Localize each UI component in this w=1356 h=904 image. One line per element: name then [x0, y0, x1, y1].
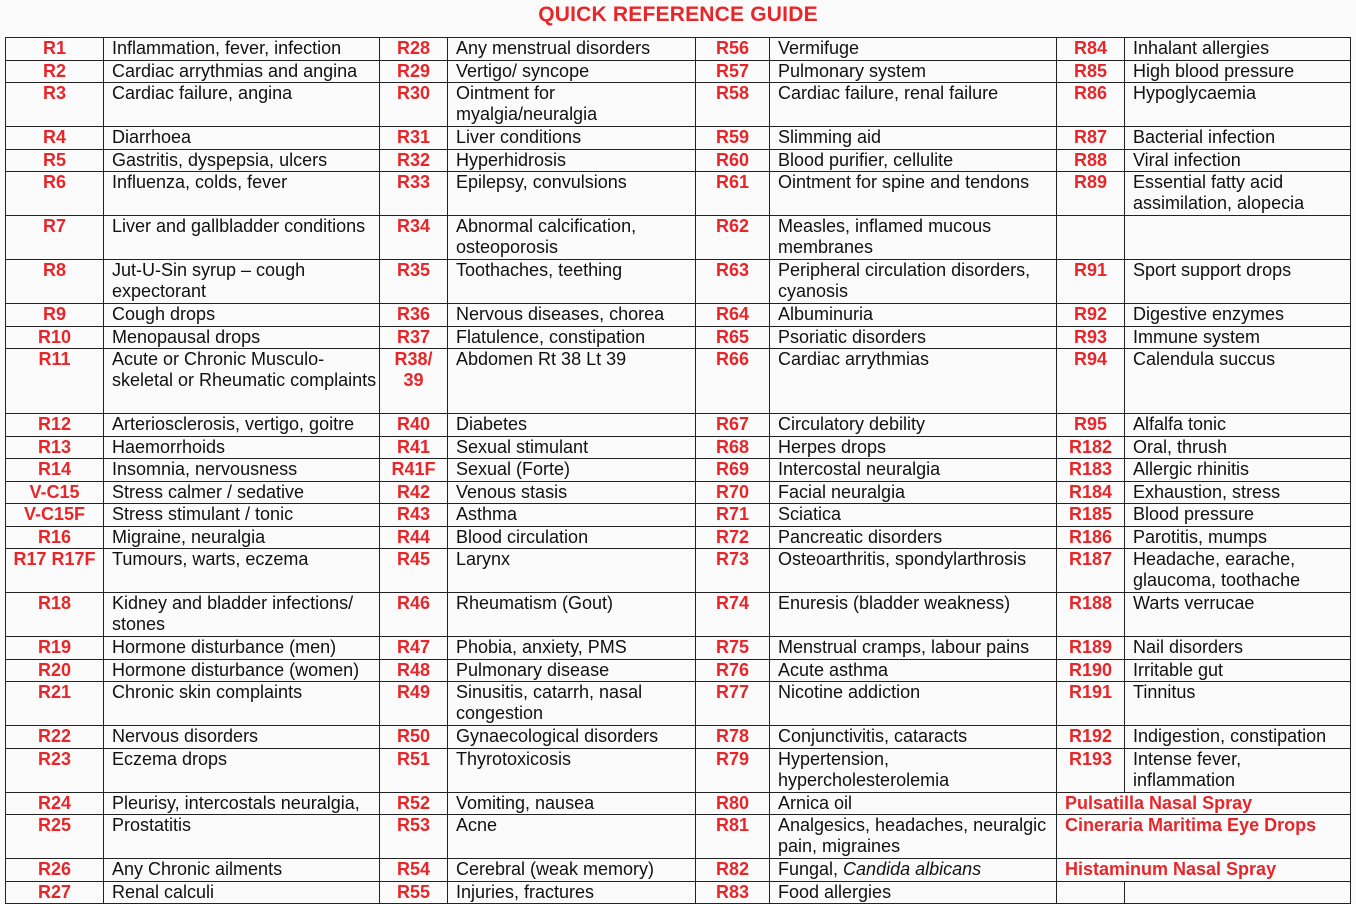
remedy-code: R187: [1057, 549, 1125, 593]
remedy-indication: Phobia, anxiety, PMS: [448, 637, 696, 660]
remedy-indication: Osteoarthritis, spondylarthrosis: [770, 549, 1057, 593]
remedy-code: R80: [696, 793, 770, 815]
remedy-code: R6: [6, 172, 104, 216]
remedy-code: R27: [6, 882, 104, 904]
remedy-code: R33: [380, 172, 448, 216]
remedy-code: R73: [696, 549, 770, 593]
remedy-indication: Calendula succus: [1125, 349, 1351, 414]
remedy-code: R43: [380, 504, 448, 527]
remedy-code: R186: [1057, 527, 1125, 549]
remedy-code: R86: [1057, 83, 1125, 127]
remedy-indication: Diarrhoea: [104, 127, 380, 150]
remedy-code: R2: [6, 61, 104, 83]
remedy-code: R56: [696, 38, 770, 61]
remedy-code: R18: [6, 593, 104, 637]
remedy-indication: Nicotine addiction: [770, 682, 1057, 726]
indication-text: Fungal,: [778, 859, 844, 879]
remedy-table: [5, 37, 1351, 904]
remedy-code: R191: [1057, 682, 1125, 726]
page-title: QUICK REFERENCE GUIDE: [538, 3, 818, 26]
remedy-indication: Acne: [448, 815, 696, 859]
remedy-indication: [1125, 216, 1351, 260]
remedy-code: R82: [696, 859, 770, 882]
remedy-code: R58: [696, 83, 770, 127]
remedy-code: R87: [1057, 127, 1125, 150]
remedy-code: R59: [696, 127, 770, 150]
remedy-indication: Pulmonary system: [770, 61, 1057, 83]
remedy-code: R22: [6, 726, 104, 749]
remedy-indication: Hyperhidrosis: [448, 150, 696, 172]
remedy-code: R60: [696, 150, 770, 172]
remedy-code: R12: [6, 414, 104, 437]
remedy-code: R190: [1057, 660, 1125, 682]
table-row: [6, 437, 1351, 459]
remedy-code: R14: [6, 459, 104, 482]
remedy-code: R34: [380, 216, 448, 260]
remedy-indication: Exhaustion, stress: [1125, 482, 1351, 504]
remedy-code: R50: [380, 726, 448, 749]
table-row: [6, 682, 1351, 726]
table-row: [6, 150, 1351, 172]
remedy-code: R7: [6, 216, 104, 260]
table-row: [6, 815, 1351, 859]
remedy-code: R9: [6, 304, 104, 327]
remedy-indication: Hypertension, hypercholesterolemia: [770, 749, 1057, 793]
remedy-code: R183: [1057, 459, 1125, 482]
remedy-code: R76: [696, 660, 770, 682]
remedy-code: R57: [696, 61, 770, 83]
remedy-indication: Asthma: [448, 504, 696, 527]
remedy-indication: Jut-U-Sin syrup – cough expectorant: [104, 260, 380, 304]
remedy-code: R77: [696, 682, 770, 726]
remedy-indication: Liver conditions: [448, 127, 696, 150]
remedy-code: R29: [380, 61, 448, 83]
remedy-code: R83: [696, 882, 770, 904]
remedy-code: R67: [696, 414, 770, 437]
remedy-indication: Cardiac failure, angina: [104, 83, 380, 127]
remedy-indication: Chronic skin complaints: [104, 682, 380, 726]
remedy-indication: Nervous diseases, chorea: [448, 304, 696, 327]
remedy-indication: Arnica oil: [770, 793, 1057, 815]
remedy-indication: Sciatica: [770, 504, 1057, 527]
remedy-code: R53: [380, 815, 448, 859]
remedy-code: R66: [696, 349, 770, 414]
special-product-name: Cineraria Maritima Eye Drops: [1057, 815, 1351, 859]
remedy-indication: Any menstrual disorders: [448, 38, 696, 61]
remedy-code: R8: [6, 260, 104, 304]
remedy-code: R89: [1057, 172, 1125, 216]
remedy-indication: Circulatory debility: [770, 414, 1057, 437]
remedy-indication: Irritable gut: [1125, 660, 1351, 682]
remedy-indication: Cardiac arrythmias and angina: [104, 61, 380, 83]
remedy-indication: Food allergies: [770, 882, 1057, 904]
remedy-indication: Arteriosclerosis, vertigo, goitre: [104, 414, 380, 437]
remedy-indication: Inhalant allergies: [1125, 38, 1351, 61]
remedy-indication: Sport support drops: [1125, 260, 1351, 304]
remedy-indication: Peripheral circulation disorders, cyanosis: [770, 260, 1057, 304]
remedy-indication: Hypoglycaemia: [1125, 83, 1351, 127]
remedy-indication: Measles, inflamed mucous membranes: [770, 216, 1057, 260]
remedy-indication: Nervous disorders: [104, 726, 380, 749]
table-row: [6, 637, 1351, 660]
remedy-indication: Pancreatic disorders: [770, 527, 1057, 549]
remedy-code: R64: [696, 304, 770, 327]
remedy-code: R48: [380, 660, 448, 682]
remedy-indication: Viral infection: [1125, 150, 1351, 172]
remedy-code: R88: [1057, 150, 1125, 172]
remedy-indication: Blood circulation: [448, 527, 696, 549]
remedy-code: R70: [696, 482, 770, 504]
table-row: [6, 304, 1351, 327]
table-row: [6, 882, 1351, 904]
table-row: [6, 726, 1351, 749]
table-row: [6, 349, 1351, 414]
remedy-indication: Toothaches, teething: [448, 260, 696, 304]
table-row: [6, 260, 1351, 304]
remedy-indication: Indigestion, constipation: [1125, 726, 1351, 749]
remedy-code: R47: [380, 637, 448, 660]
remedy-code: R32: [380, 150, 448, 172]
remedy-indication: High blood pressure: [1125, 61, 1351, 83]
remedy-indication: Essential fatty acid assimilation, alopecia: [1125, 172, 1351, 216]
remedy-indication: Vermifuge: [770, 38, 1057, 61]
remedy-code: R72: [696, 527, 770, 549]
remedy-code: R71: [696, 504, 770, 527]
table-row: [6, 414, 1351, 437]
table-row: [6, 38, 1351, 61]
remedy-code: R4: [6, 127, 104, 150]
remedy-indication: Headache, earache, glaucoma, toothache: [1125, 549, 1351, 593]
table-row: [6, 549, 1351, 593]
remedy-indication: Oral, thrush: [1125, 437, 1351, 459]
remedy-code: R5: [6, 150, 104, 172]
remedy-indication: Tumours, warts, eczema: [104, 549, 380, 593]
remedy-indication: Parotitis, mumps: [1125, 527, 1351, 549]
remedy-indication: Sexual stimulant: [448, 437, 696, 459]
remedy-code: R54: [380, 859, 448, 882]
remedy-code: R35: [380, 260, 448, 304]
remedy-indication: Larynx: [448, 549, 696, 593]
remedy-indication: Bacterial infection: [1125, 127, 1351, 150]
remedy-code: R193: [1057, 749, 1125, 793]
remedy-code: R20: [6, 660, 104, 682]
remedy-indication: Herpes drops: [770, 437, 1057, 459]
remedy-indication: Acute or Chronic Musculo-skeletal or Rheumatic complaints: [104, 349, 380, 414]
remedy-table-body: [6, 38, 1351, 904]
remedy-code: R63: [696, 260, 770, 304]
remedy-code: [1057, 216, 1125, 260]
remedy-code: R13: [6, 437, 104, 459]
remedy-indication: Abnormal calcification, osteoporosis: [448, 216, 696, 260]
remedy-code: R37: [380, 327, 448, 349]
remedy-code: R41F: [380, 459, 448, 482]
remedy-code: R92: [1057, 304, 1125, 327]
remedy-code: R182: [1057, 437, 1125, 459]
table-row: [6, 859, 1351, 882]
remedy-indication: Nail disorders: [1125, 637, 1351, 660]
remedy-code: V-C15F: [6, 504, 104, 527]
remedy-code: R74: [696, 593, 770, 637]
remedy-indication: Gynaecological disorders: [448, 726, 696, 749]
remedy-code: R26: [6, 859, 104, 882]
remedy-indication: Prostatitis: [104, 815, 380, 859]
remedy-indication: Albuminuria: [770, 304, 1057, 327]
remedy-code: R185: [1057, 504, 1125, 527]
remedy-code: R69: [696, 459, 770, 482]
remedy-indication: Hormone disturbance (men): [104, 637, 380, 660]
remedy-indication: Abdomen Rt 38 Lt 39: [448, 349, 696, 414]
remedy-indication: Liver and gallbladder conditions: [104, 216, 380, 260]
remedy-code: R65: [696, 327, 770, 349]
remedy-indication: Ointment for spine and tendons: [770, 172, 1057, 216]
remedy-code: V-C15: [6, 482, 104, 504]
remedy-indication: Stress calmer / sedative: [104, 482, 380, 504]
remedy-indication: Intercostal neuralgia: [770, 459, 1057, 482]
table-row: [6, 83, 1351, 127]
remedy-code: R51: [380, 749, 448, 793]
remedy-code: R10: [6, 327, 104, 349]
remedy-indication: Stress stimulant / tonic: [104, 504, 380, 527]
remedy-indication: Thyrotoxicosis: [448, 749, 696, 793]
remedy-code: R81: [696, 815, 770, 859]
remedy-indication: Enuresis (bladder weakness): [770, 593, 1057, 637]
remedy-indication: Intense fever, inflammation: [1125, 749, 1351, 793]
remedy-code: R16: [6, 527, 104, 549]
remedy-indication: Digestive enzymes: [1125, 304, 1351, 327]
remedy-indication: Gastritis, dyspepsia, ulcers: [104, 150, 380, 172]
remedy-code: R30: [380, 83, 448, 127]
remedy-indication: Warts verrucae: [1125, 593, 1351, 637]
remedy-code: R44: [380, 527, 448, 549]
remedy-indication: Epilepsy, convulsions: [448, 172, 696, 216]
remedy-code: R45: [380, 549, 448, 593]
remedy-indication: Conjunctivitis, cataracts: [770, 726, 1057, 749]
remedy-indication: Pleurisy, intercostals neuralgia,: [104, 793, 380, 815]
table-row: [6, 593, 1351, 637]
table-row: [6, 527, 1351, 549]
remedy-code: R21: [6, 682, 104, 726]
remedy-code: R85: [1057, 61, 1125, 83]
remedy-code: R184: [1057, 482, 1125, 504]
remedy-code: R189: [1057, 637, 1125, 660]
remedy-code: R46: [380, 593, 448, 637]
remedy-indication: [770, 859, 1057, 882]
remedy-indication: Facial neuralgia: [770, 482, 1057, 504]
remedy-indication: Hormone disturbance (women): [104, 660, 380, 682]
remedy-code: R49: [380, 682, 448, 726]
remedy-indication: Venous stasis: [448, 482, 696, 504]
remedy-indication: Flatulence, constipation: [448, 327, 696, 349]
remedy-indication: Diabetes: [448, 414, 696, 437]
remedy-indication: Blood pressure: [1125, 504, 1351, 527]
remedy-indication: Influenza, colds, fever: [104, 172, 380, 216]
remedy-indication: Sinusitis, catarrh, nasal congestion: [448, 682, 696, 726]
remedy-indication: Sexual (Forte): [448, 459, 696, 482]
remedy-indication: Tinnitus: [1125, 682, 1351, 726]
remedy-code: R3: [6, 83, 104, 127]
remedy-code: R188: [1057, 593, 1125, 637]
table-row: [6, 793, 1351, 815]
table-row: [6, 504, 1351, 527]
table-row: [6, 216, 1351, 260]
table-row: [6, 327, 1351, 349]
remedy-code: R62: [696, 216, 770, 260]
remedy-indication: Cough drops: [104, 304, 380, 327]
remedy-code: R24: [6, 793, 104, 815]
remedy-code: R192: [1057, 726, 1125, 749]
remedy-indication: Menopausal drops: [104, 327, 380, 349]
remedy-indication: Injuries, fractures: [448, 882, 696, 904]
remedy-indication: Cerebral (weak memory): [448, 859, 696, 882]
remedy-code: R41: [380, 437, 448, 459]
remedy-code: R52: [380, 793, 448, 815]
remedy-code: R68: [696, 437, 770, 459]
special-product-name: Pulsatilla Nasal Spray: [1057, 793, 1351, 815]
table-row: [6, 172, 1351, 216]
remedy-indication: Kidney and bladder infections/ stones: [104, 593, 380, 637]
table-row: [6, 127, 1351, 150]
remedy-code: R55: [380, 882, 448, 904]
remedy-indication: Renal calculi: [104, 882, 380, 904]
remedy-code: R75: [696, 637, 770, 660]
remedy-code: R93: [1057, 327, 1125, 349]
remedy-indication: Cardiac arrythmias: [770, 349, 1057, 414]
remedy-code: R38/ 39: [380, 349, 448, 414]
remedy-indication: Vomiting, nausea: [448, 793, 696, 815]
table-row: [6, 660, 1351, 682]
remedy-indication: Allergic rhinitis: [1125, 459, 1351, 482]
remedy-indication: Slimming aid: [770, 127, 1057, 150]
table-row: [6, 61, 1351, 83]
remedy-indication: Eczema drops: [104, 749, 380, 793]
remedy-code: R25: [6, 815, 104, 859]
remedy-code: R84: [1057, 38, 1125, 61]
remedy-indication: Acute asthma: [770, 660, 1057, 682]
remedy-code: R19: [6, 637, 104, 660]
remedy-code: R31: [380, 127, 448, 150]
remedy-code: R78: [696, 726, 770, 749]
remedy-code: R36: [380, 304, 448, 327]
remedy-indication: Pulmonary disease: [448, 660, 696, 682]
remedy-indication: Inflammation, fever, infection: [104, 38, 380, 61]
remedy-code: R94: [1057, 349, 1125, 414]
remedy-indication: Alfalfa tonic: [1125, 414, 1351, 437]
remedy-code: R42: [380, 482, 448, 504]
remedy-code: R91: [1057, 260, 1125, 304]
remedy-indication: Immune system: [1125, 327, 1351, 349]
special-product-name: Histaminum Nasal Spray: [1057, 859, 1351, 882]
remedy-indication: Ointment for myalgia/neuralgia: [448, 83, 696, 127]
remedy-indication: Psoriatic disorders: [770, 327, 1057, 349]
table-row: [6, 482, 1351, 504]
remedy-indication: Haemorrhoids: [104, 437, 380, 459]
remedy-code: R11: [6, 349, 104, 414]
table-row: [6, 459, 1351, 482]
remedy-indication: Rheumatism (Gout): [448, 593, 696, 637]
remedy-indication: Menstrual cramps, labour pains: [770, 637, 1057, 660]
remedy-indication: Vertigo/ syncope: [448, 61, 696, 83]
remedy-code: R28: [380, 38, 448, 61]
remedy-code: R23: [6, 749, 104, 793]
remedy-code: R1: [6, 38, 104, 61]
remedy-indication: Insomnia, nervousness: [104, 459, 380, 482]
remedy-code: R61: [696, 172, 770, 216]
remedy-code: R95: [1057, 414, 1125, 437]
remedy-code: R40: [380, 414, 448, 437]
remedy-code: R17 R17F: [6, 549, 104, 593]
table-row: [6, 749, 1351, 793]
species-name: Candida albicans: [843, 859, 982, 879]
remedy-indication: Blood purifier, cellulite: [770, 150, 1057, 172]
remedy-indication: [1125, 882, 1351, 904]
remedy-indication: Any Chronic ailments: [104, 859, 380, 882]
remedy-indication: Cardiac failure, renal failure: [770, 83, 1057, 127]
remedy-indication: Analgesics, headaches, neuralgic pain, migraines: [770, 815, 1057, 859]
remedy-code: R79: [696, 749, 770, 793]
remedy-code: [1057, 882, 1125, 904]
remedy-indication: Migraine, neuralgia: [104, 527, 380, 549]
